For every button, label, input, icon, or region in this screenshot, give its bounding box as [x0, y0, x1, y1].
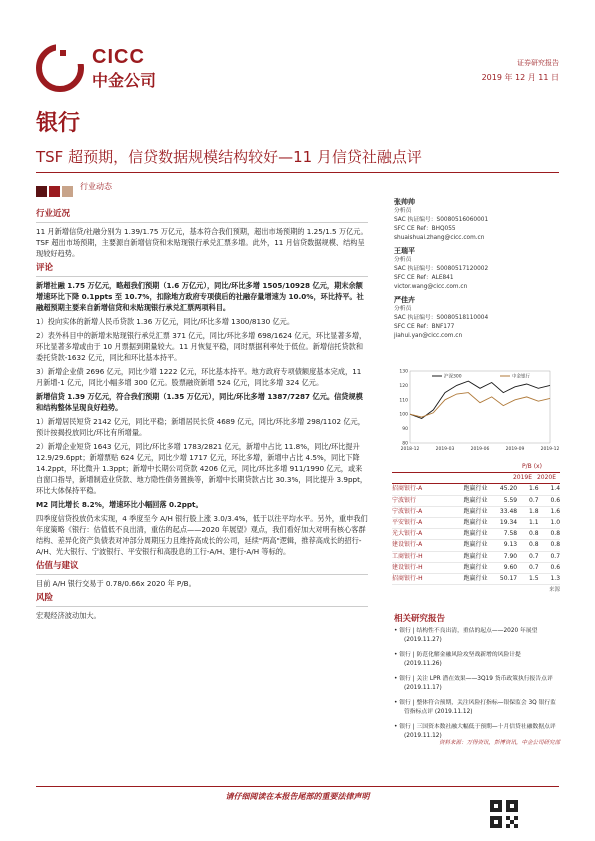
- y-tick-label: 130: [399, 369, 408, 375]
- table-header-row: [392, 462, 560, 473]
- analyst-card: [394, 296, 560, 341]
- table-cell: 5.59: [503, 496, 518, 504]
- comment-tsf-3: 3）新增企业债 2696 亿元，同比少增 1222 亿元，环比基本持平。地方政府专项债额度基本完成，11 月新增-1 亿元，同比小幅多增 300 亿元。股票融资新增 524 亿元，同比多增 324 亿元。: [36, 367, 362, 387]
- x-tick-label: 2019-06: [470, 447, 490, 452]
- table-cell: 光大银行-A: [392, 530, 423, 538]
- source-note: 资料来源：万得资讯，彭博资讯，中金公司研究部: [438, 740, 560, 746]
- comment-tsf-1: 1）投向实体的新增人民币贷款 1.36 万亿元，同比/环比多增 1300/8130 亿元。: [36, 317, 295, 326]
- analyst-role: 分析员: [394, 208, 412, 214]
- table-cell: 1.1: [529, 518, 539, 526]
- table-cell: 跑赢行业: [463, 518, 488, 526]
- table-row: [392, 563, 560, 574]
- y-tick-label: 80: [402, 441, 408, 447]
- table-cell: 9.13: [503, 541, 518, 549]
- table-cell: 45.20: [499, 485, 518, 493]
- table-cell: 9.60: [503, 563, 518, 571]
- table-cell: 宁波银行: [392, 496, 417, 504]
- table-cell: 跑赢行业: [463, 574, 488, 582]
- valuation-table: [392, 462, 560, 593]
- table-cell: 1.6: [550, 507, 561, 515]
- report-category-badge: 行业动态: [80, 182, 112, 191]
- table-cell: 宁波银行-A: [392, 507, 423, 515]
- table-row: [392, 507, 560, 518]
- table-row: [392, 540, 560, 551]
- main-body: [36, 205, 368, 624]
- analyst-role: 分析员: [394, 257, 412, 263]
- table-row: [392, 552, 560, 563]
- report-type: 证券研究报告: [517, 59, 559, 67]
- analyst-sfc: SFC CE Ref：BHQ055: [394, 226, 456, 232]
- table-cell: 招商银行-A: [392, 485, 423, 493]
- table-cell: 0.8: [550, 541, 561, 549]
- table-cell: 跑赢行业: [463, 530, 488, 538]
- analyst-email[interactable]: jiahui.yan@cicc.com.cn: [394, 333, 463, 339]
- analyst-sac: SAC 执证编号：S0080517120002: [394, 266, 489, 272]
- x-tick-label: 2019-09: [505, 447, 525, 452]
- relative-performance-chart: [392, 363, 560, 458]
- analyst-sfc: SFC CE Ref：ALE841: [394, 275, 454, 281]
- table-cell: 跑赢行业: [463, 496, 488, 504]
- table-cell: 建设银行-A: [392, 541, 423, 549]
- analyst-name: 张帅帅: [394, 198, 415, 206]
- table-cell: 0.6: [550, 563, 561, 571]
- x-tick-label: 2019-12: [540, 447, 560, 452]
- comment-tsf: 新增社融 1.75 万亿元，略超我们预期（1.6 万亿元），同比/环比多增 1505/10928 亿元，期末余额增速环比下降 0.1ppts 至 10.7%，扣除地方政府专项债后的社融存量增速为 10.0%，环比持平。社融超预期主要来自新增信贷和未贴现银行承兑汇票两项科目。: [36, 281, 364, 312]
- table-cell: 7.58: [503, 530, 518, 538]
- comment-outlook: 四季度信贷投放仍未实现，4 季度至今 A/H 银行股上涨 3.0/3.4%，低于以往平均水平。另外，重申我们年度策略《银行：估值低不良出清，重估的起点——2020 年展望》观点，我们看好加大对明有核心客群结构、差异化资产负债表对冲部分周期压力且维持高成长的公司，延续"两高"逻辑，推荐高成长的招行-A/H、光大银行、宁波银行、平安银行和高股息的工行-A/H、建行-A/H 等标的。: [36, 514, 368, 556]
- table-cell: 50.17: [499, 574, 518, 582]
- analyst-email[interactable]: shuaishuai.zhang@cicc.com.cn: [394, 235, 485, 241]
- table-cell: 33.48: [499, 507, 518, 515]
- table-cell: 1.4: [550, 485, 561, 493]
- table-note: 来源: [548, 587, 560, 594]
- table-header-pb: P/B (x): [522, 463, 542, 470]
- valuation-text: 目前 A/H 银行交易于 0.78/0.66x 2020 年 P/B。: [36, 579, 196, 588]
- color-blocks: [36, 182, 76, 194]
- qr-code-icon: [490, 800, 518, 828]
- analyst-list: [394, 196, 560, 341]
- related-report-link[interactable]: • 银行 | 结构性不良出清，重估的起点——2020 年展望 (2019.11.27): [394, 628, 538, 643]
- analyst-name: 王瑞平: [394, 247, 415, 255]
- table-cell: 平安银行-A: [392, 518, 423, 526]
- table-row: [392, 529, 560, 540]
- legend-label: 沪深300: [444, 374, 462, 380]
- related-report-link[interactable]: • 银行 | 防范化解金融风险攻坚战新增的风险计提 (2019.11.26): [394, 652, 521, 667]
- legal-disclaimer[interactable]: 请仔细阅读在本报告尾部的重要法律声明: [36, 786, 559, 802]
- analyst-role: 分析员: [394, 306, 412, 312]
- table-cell: 1.3: [550, 574, 561, 582]
- comment-heading: 评论: [36, 263, 368, 277]
- comment-m2: M2 同比增长 8.2%，增速环比小幅回落 0.2ppt。: [36, 500, 203, 509]
- table-cell: 1.5: [529, 574, 539, 582]
- series-line: [410, 381, 550, 418]
- sector-title: 银行: [36, 111, 81, 136]
- table-cell: 0.8: [529, 530, 539, 538]
- table-cell: 0.8: [529, 541, 539, 549]
- header-rule: [36, 172, 559, 173]
- table-subheader-row: [392, 473, 560, 484]
- table-cell: 工商银行-H: [392, 552, 423, 560]
- table-cell: 1.6: [529, 485, 539, 493]
- table-cell: 跑赢行业: [463, 541, 488, 549]
- table-cell: 建设银行-H: [392, 563, 423, 571]
- y-tick-label: 100: [399, 412, 408, 418]
- table-row: [392, 484, 560, 495]
- related-research-list: [394, 627, 560, 747]
- cicc-logo-icon: [36, 44, 84, 92]
- chart-frame: [410, 371, 550, 443]
- table-subheader-2020: 2020E: [536, 474, 556, 482]
- related-report-link[interactable]: • 银行 | 关注 LPR 潜在效果——3Q19 货币政策执行报告点评 (2019.11.17): [394, 676, 553, 691]
- brand-name-en: CICC: [92, 46, 145, 68]
- y-tick-label: 120: [399, 383, 408, 389]
- table-subheader-2019: 2019E: [512, 474, 532, 482]
- table-row: [392, 574, 560, 585]
- analyst-card: [394, 198, 560, 243]
- comment-tsf-2: 2）表外科目中的新增未贴现银行承兑汇票 371 亿元，同比/环比多增 698/1624 亿元，环比显著多增，环比显著多增或由于 10 月票据到期量较大。11 月恢复平稳，同时票据利率处于低位。新增信托贷款和委托贷款-1632 亿元，同比和环比基本持平。: [36, 331, 367, 362]
- legend-label: 中金银行: [512, 374, 530, 380]
- risk-text: 宏观经济波动加大。: [36, 611, 101, 620]
- table-cell: 19.34: [499, 518, 518, 526]
- table-row: [392, 496, 560, 507]
- table-cell: 0.7: [529, 563, 539, 571]
- table-cell: 0.8: [550, 530, 561, 538]
- related-research-heading: 相关研究报告: [394, 614, 446, 624]
- table-cell: 跑赢行业: [463, 563, 488, 571]
- table-cell: 跑赢行业: [463, 485, 488, 493]
- table-cell: 0.7: [529, 496, 539, 504]
- analyst-sfc: SFC CE Ref：BNF177: [394, 324, 455, 330]
- table-cell: 0.6: [550, 496, 561, 504]
- comment-loans-1: 1）新增居民短贷 2142 亿元，同比平稳；新增居民长贷 4689 亿元，同比/环比多增 298/1102 亿元，预计按揭投放同比/环比有所增量。: [36, 417, 365, 437]
- analyst-sac: SAC 执证编号：S0080518110004: [394, 315, 489, 321]
- y-tick-label: 90: [402, 427, 408, 433]
- report-headline: TSF 超预期，信贷数据规模结构较好—11 月信贷社融点评: [36, 148, 422, 166]
- related-report-link[interactable]: • 银行 | 整体符合预期，关注风险打指标—银保监会 3Q 银行监管指标点评 (2019.11.12): [394, 700, 556, 715]
- table-cell: 招商银行-H: [392, 574, 423, 582]
- analyst-name: 严佳卉: [394, 296, 415, 304]
- series-line: [410, 393, 550, 418]
- x-tick-label: 2018-12: [400, 447, 420, 452]
- table-row: [392, 518, 560, 529]
- report-date: 2019 年 12 月 11 日: [481, 73, 559, 82]
- analyst-email[interactable]: victor.wang@cicc.com.cn: [394, 284, 468, 290]
- table-cell: 1.8: [529, 507, 539, 515]
- related-report-link[interactable]: • 银行 | 三国资本数社融大幅低于预期—十月信贷社融数据点评 (2019.11.12): [394, 724, 556, 739]
- overview-heading: 行业近况: [36, 209, 368, 223]
- valuation-heading: 估值与建议: [36, 561, 368, 575]
- overview-text: 11 月新增信贷/社融分别为 1.39/1.75 万亿元，基本符合我们预期，超出市场预期的 1.25/1.5 万亿元。TSF 超出市场预期，主要源自新增信贷和未贴现银行承兑汇票多增。此外，11 月信贷数据规模、结构呈现较好趋势。: [36, 227, 368, 258]
- y-tick-label: 110: [399, 398, 408, 404]
- table-cell: 跑赢行业: [463, 507, 488, 515]
- comment-loans: 新增信贷 1.39 万亿元，符合我们预期（1.35 万亿元），同比/环比多增 1387/7287 亿元。信贷规模和结构整体呈现良好趋势。: [36, 392, 363, 412]
- table-cell: 0.7: [550, 552, 561, 560]
- table-cell: 7.90: [503, 552, 518, 560]
- brand-name-cn: 中金公司: [92, 71, 157, 90]
- analyst-card: [394, 247, 560, 292]
- comment-loans-2: 2）新增企业短贷 1643 亿元，同比/环比多增 1783/2821 亿元，新增中占比 11.8%，同比/环比提升 12.9/29.6ppt；新增票贴 624 亿元，同比少增 1717 亿元，环比多增，新增中占比 4.5%，同比下降 14.2ppt，环比微升 1.3ppt；新增中长期公司贷款 4206 亿元，同比/环比多增 911/1990 亿元，或来自窗口指导，新增制造业贷款、地方隐性债务置换等，新增中长期贷款占比 30.3%，同比提升 3.9ppt，环比大体保持平稳。: [36, 442, 368, 495]
- risk-heading: 风险: [36, 593, 368, 607]
- analyst-sac: SAC 执证编号：S0080516060001: [394, 217, 489, 223]
- table-cell: 1.0: [550, 518, 561, 526]
- table-cell: 跑赢行业: [463, 552, 488, 560]
- table-cell: 0.7: [529, 552, 539, 560]
- x-tick-label: 2019-03: [435, 447, 455, 452]
